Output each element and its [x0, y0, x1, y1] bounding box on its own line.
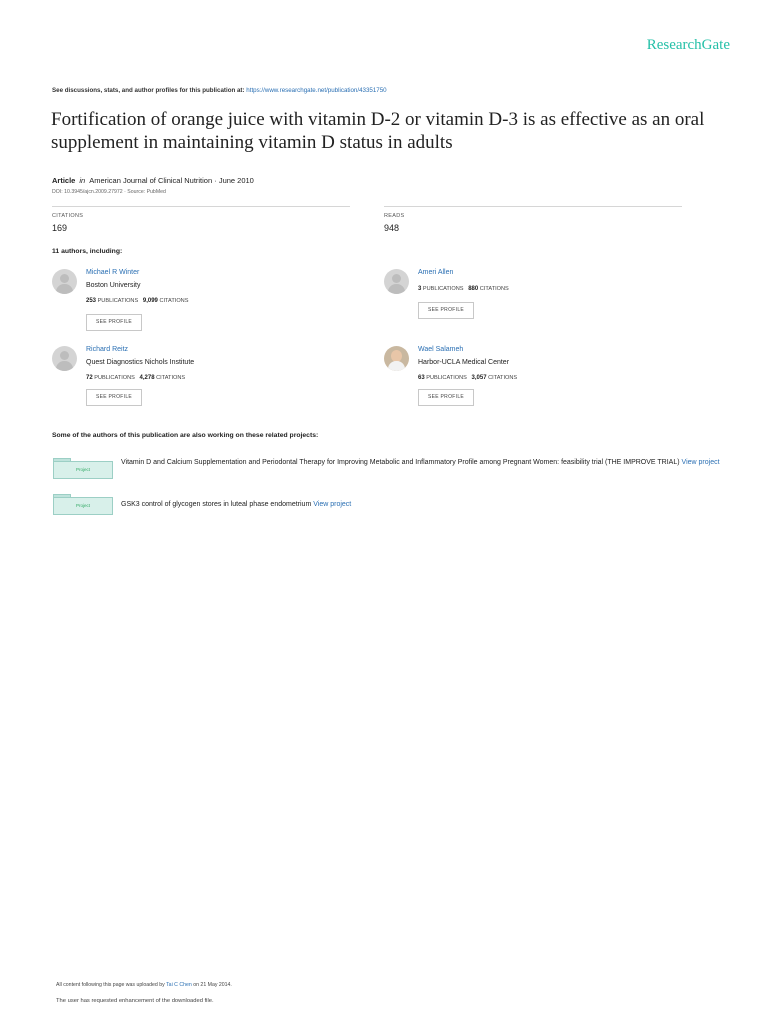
citations-divider — [52, 206, 350, 207]
citations-label: CITATIONS — [159, 298, 189, 304]
author-institution: Quest Diagnostics Nichols Institute — [86, 359, 195, 366]
project-icon-label: Project — [53, 461, 113, 479]
publications-label: PUBLICATIONS — [426, 375, 467, 381]
upload-note — [56, 982, 232, 988]
author-stats — [86, 298, 188, 304]
author-name-link[interactable]: Michael R Winter — [86, 269, 140, 276]
paper-title: Fortification of orange juice with vitamin D-2 or vitamin D-3 is as effective as an oral supplement in maintaining vitamin D status in adults — [51, 109, 705, 153]
citations-label: CITATIONS — [479, 286, 509, 292]
reads-divider — [384, 206, 682, 207]
see-profile-button[interactable]: SEE PROFILE — [86, 314, 142, 331]
author-name-link[interactable]: Richard Reitz — [86, 346, 129, 353]
author-stats — [418, 375, 517, 381]
project-title: GSK3 control of glycogen stores in luteal phase endometrium — [121, 501, 312, 508]
article-in: in — [79, 176, 86, 185]
author-card — [384, 346, 684, 416]
author-name-link[interactable]: Ameri Allen — [418, 269, 454, 276]
publications-count: 3 — [418, 286, 422, 292]
reads-value: 948 — [384, 223, 400, 233]
author-institution: Harbor-UCLA Medical Center — [418, 359, 510, 366]
author-name-link[interactable]: Wael Salameh — [418, 346, 464, 353]
researchgate-logo[interactable]: ResearchGate — [646, 37, 730, 53]
author-stats — [418, 286, 509, 292]
publications-count: 72 — [86, 375, 93, 381]
see-profile-button[interactable]: SEE PROFILE — [418, 389, 474, 406]
author-card — [52, 346, 352, 416]
see-profile-button[interactable]: SEE PROFILE — [86, 389, 142, 406]
citations-value: 169 — [52, 223, 68, 233]
publications-label: PUBLICATIONS — [94, 375, 135, 381]
citations-label: CITATIONS — [488, 375, 518, 381]
publication-url-link[interactable]: https://www.researchgate.net/publication/43351750 — [246, 87, 387, 94]
citations-label: CITATIONS — [156, 375, 186, 381]
publications-label: PUBLICATIONS — [97, 298, 139, 304]
citations-count: 3,057 — [471, 375, 487, 381]
topline-prefix: See discussions, stats, and author profiles for this publication at: — [52, 87, 245, 94]
project-folder-icon[interactable] — [53, 494, 113, 516]
article-meta — [52, 176, 254, 185]
uploader-link[interactable]: Tai C Chen — [166, 982, 192, 988]
avatar[interactable] — [52, 269, 77, 294]
citations-label: CITATIONS — [52, 213, 84, 219]
author-card — [384, 269, 684, 339]
author-stats — [86, 375, 185, 381]
journal-name: American Journal of Clinical Nutrition · June 2010 — [89, 176, 254, 185]
view-project-link[interactable]: View project — [681, 459, 720, 466]
reads-label: READS — [384, 213, 405, 219]
project-icon-label: Project — [53, 497, 113, 515]
citations-count: 4,278 — [139, 375, 155, 381]
enhancement-note: The user has requested enhancement of the downloaded file. — [56, 998, 214, 1004]
avatar-photo[interactable] — [384, 346, 409, 371]
publications-count: 253 — [86, 298, 97, 304]
upload-suffix: on 21 May 2014. — [193, 982, 232, 988]
avatar[interactable] — [384, 269, 409, 294]
authors-count: 11 authors, including: — [52, 248, 123, 255]
related-projects-heading: Some of the authors of this publication are also working on these related projects: — [52, 432, 319, 439]
project-item — [121, 456, 721, 469]
author-institution: Boston University — [86, 282, 141, 289]
publication-link-line — [52, 87, 387, 94]
author-card — [52, 269, 352, 339]
avatar[interactable] — [52, 346, 77, 371]
article-type: Article — [52, 176, 76, 185]
publications-label: PUBLICATIONS — [422, 286, 464, 292]
citations-count: 9,099 — [142, 298, 158, 304]
project-folder-icon[interactable] — [53, 458, 113, 480]
publications-count: 63 — [418, 375, 425, 381]
project-title: Vitamin D and Calcium Supplementation and Periodontal Therapy for Improving Metabolic and Inflammatory Profile among Pregnant Women: feasibility trial (THE IMPROVE TRIAL) — [121, 459, 680, 466]
see-profile-button[interactable]: SEE PROFILE — [418, 302, 474, 319]
project-item — [121, 498, 721, 511]
citations-count: 880 — [468, 286, 479, 292]
doi-line: DOI: 10.3945/ajcn.2009.27972 · Source: PubMed — [52, 189, 166, 195]
view-project-link[interactable]: View project — [313, 501, 352, 508]
upload-prefix: All content following this page was uploaded by — [56, 982, 165, 988]
